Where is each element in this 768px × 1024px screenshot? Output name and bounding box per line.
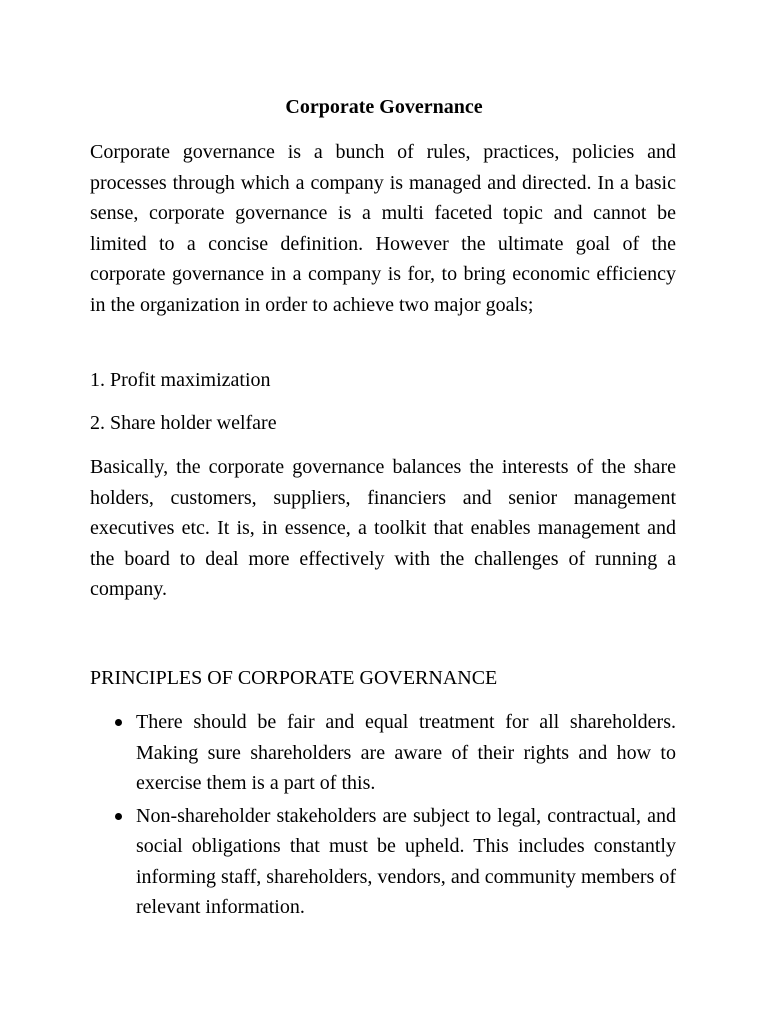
intro-paragraph: Corporate governance is a bunch of rules, practices, policies and processes through which a company is managed and directed. In a basic sense, corporate governance is a multi faceted topic and cannot be limited to a concise definition. However the ultimate goal of the corporate governance in a company is for, to bring economic efficiency in the organization in order to achieve two major goals; [90,141,676,316]
summary-paragraph: Basically, the corporate governance balances the interests of the share holders, customers, suppliers, financiers and senior management executives etc. It is, in essence, a toolkit that enables management and the board to deal more effectively with the challenges of running a company. [90,456,676,600]
goal-item-2: 2. Share holder welfare [90,412,277,434]
principle-item-1 [90,707,676,799]
document-title: Corporate Governance [285,96,483,118]
principle-item-2 [90,801,676,923]
principle-text-2: Non-shareholder stakeholders are subject to legal, contractual, and social obligations that must be upheld. This includes constantly informing staff, shareholders, vendors, and community members of relevant information. [136,804,676,918]
principle-text-1: There should be fair and equal treatment for all shareholders. Making sure shareholders are aware of their rights and how to exercise them is a part of this. [136,711,676,794]
bullet-icon [115,813,122,820]
goal-item-1: 1. Profit maximization [90,369,271,391]
principles-heading: PRINCIPLES OF CORPORATE GOVERNANCE [90,667,498,689]
bullet-icon [115,719,122,726]
principles-list [90,707,676,925]
